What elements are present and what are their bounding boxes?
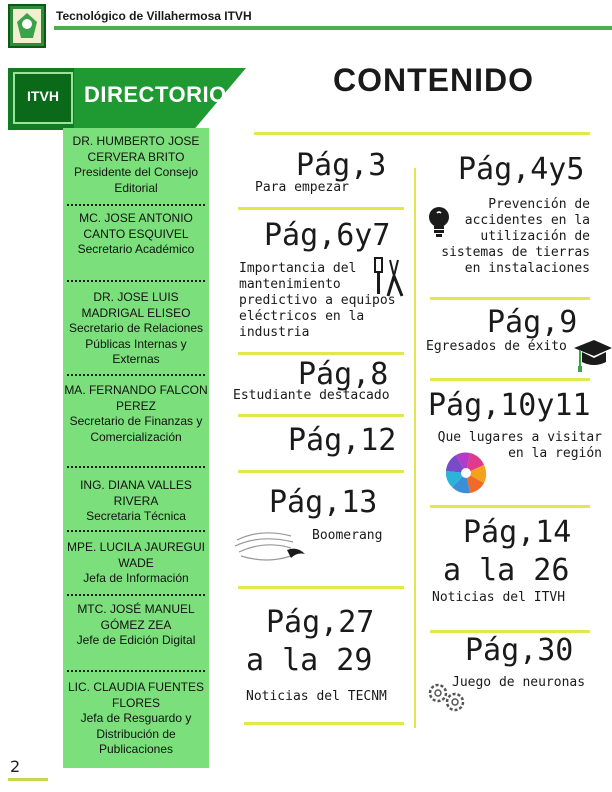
itvh-badge-label: ITVH xyxy=(27,88,59,104)
divider xyxy=(67,466,205,468)
directory-entry xyxy=(63,478,209,525)
item-desc: Para empezar xyxy=(255,180,349,195)
divider-line xyxy=(238,414,404,417)
entry-role: Jefa de Información xyxy=(83,571,189,585)
item-page-line: a la 29 xyxy=(246,643,373,678)
lightbulb-icon xyxy=(428,206,450,242)
entry-role: Secretario Académico xyxy=(77,242,195,256)
item-page: Pág,3 xyxy=(296,148,387,183)
entry-role: Secretaria Técnica xyxy=(86,509,186,523)
directory-entry xyxy=(63,540,209,587)
divider-line xyxy=(238,586,404,589)
divider-line xyxy=(238,207,404,210)
item-desc: Juego de neuronas xyxy=(452,675,586,690)
item-desc: Importancia del mantenimiento predictivo a equipos eléctricos en la industria xyxy=(239,261,396,340)
divider xyxy=(67,204,205,206)
entry-role: Secretario de Finanzas y Comercialización xyxy=(69,414,203,444)
graduation-cap-icon xyxy=(572,334,612,378)
entry-role: Jefa de Resguardo y Distribución de Publicaciones xyxy=(80,711,192,756)
center-divider xyxy=(414,168,416,728)
item-page: Pág,10y11 xyxy=(428,388,591,423)
item-page: Pág,30 xyxy=(465,633,574,668)
header-rule xyxy=(54,26,612,30)
divider xyxy=(67,280,205,282)
item-page: Pág,9 xyxy=(487,305,578,340)
divider-line xyxy=(430,297,590,300)
entry-name: MA. FERNANDO FALCON PEREZ xyxy=(64,383,208,413)
entry-name: MTC. JOSÉ MANUEL GÓMEZ ZEA xyxy=(77,602,195,632)
divider xyxy=(67,670,205,672)
entry-name: DR. JOSE LUIS MADRIGAL ELISEO xyxy=(81,290,191,320)
divider-line xyxy=(244,722,404,725)
directory-panel xyxy=(63,128,209,768)
divider-line xyxy=(254,132,590,135)
directory-entry xyxy=(63,383,209,445)
entry-name: ING. DIANA VALLES RIVERA xyxy=(80,478,192,508)
directory-entry xyxy=(63,211,209,258)
item-desc: Prevención de accidentes en la utilización de sistemas de tierras en instalaciones xyxy=(441,197,590,276)
page-number: 2 xyxy=(10,757,21,776)
tools-icon xyxy=(372,256,408,302)
itvh-logo xyxy=(8,4,46,48)
item-page: Pág,6y7 xyxy=(264,218,391,253)
item-page: Pág,8 xyxy=(298,357,389,392)
page-number-rule xyxy=(8,778,48,781)
entry-name: MC. JOSE ANTONIO CANTO ESQUIVEL xyxy=(79,211,193,241)
divider xyxy=(67,594,205,596)
directory-entry xyxy=(63,680,209,758)
item-desc: Que lugares a visitar en la región xyxy=(437,430,602,461)
directory-title: DIRECTORIO xyxy=(84,82,227,107)
item-page: Pág,13 xyxy=(269,485,378,520)
divider-line xyxy=(238,352,404,355)
directory-entry xyxy=(63,602,209,649)
divider-line xyxy=(238,470,404,473)
divider-line xyxy=(430,378,590,381)
item-page-line: a la 26 xyxy=(443,553,570,588)
directory-entry xyxy=(63,290,209,368)
item-desc: Boomerang xyxy=(312,528,383,543)
entry-role: Secretario de Relaciones Públicas Internas y Externas xyxy=(68,321,204,366)
item-page-line: Pág,27 xyxy=(266,605,375,640)
contents-title: CONTENIDO xyxy=(333,62,534,98)
entry-name: LIC. CLAUDIA FUENTES FLORES xyxy=(67,680,205,710)
item-page: Pág,4y5 xyxy=(458,152,585,187)
item-desc: Estudiante destacado xyxy=(233,388,390,403)
item-desc: Egresados de éxito xyxy=(426,339,567,354)
item-page: Pág,12 xyxy=(288,423,397,458)
item-desc: Noticias del ITVH xyxy=(432,590,566,605)
swirl-logo-icon xyxy=(444,450,488,500)
gears-icon xyxy=(425,680,469,718)
item-page xyxy=(246,605,375,678)
item-page-line: Pág,14 xyxy=(463,515,572,550)
divider-line xyxy=(430,505,590,508)
item-desc: Noticias del TECNM xyxy=(246,689,387,704)
entry-name: DR. HUMBERTO JOSE CERVERA BRITO xyxy=(72,134,200,164)
header-title: Tecnológico de Villahermosa ITVH xyxy=(56,9,252,23)
entry-role: Jefe de Edición Digital xyxy=(76,633,196,647)
boomerang-icon xyxy=(231,526,311,568)
directory-entry xyxy=(63,134,209,196)
divider xyxy=(67,530,205,532)
divider xyxy=(67,374,205,376)
entry-role: Presidente del Consejo Editorial xyxy=(73,165,199,195)
entry-name: MPE. LUCILA JAUREGUI WADE xyxy=(66,540,206,570)
item-page xyxy=(443,515,572,588)
